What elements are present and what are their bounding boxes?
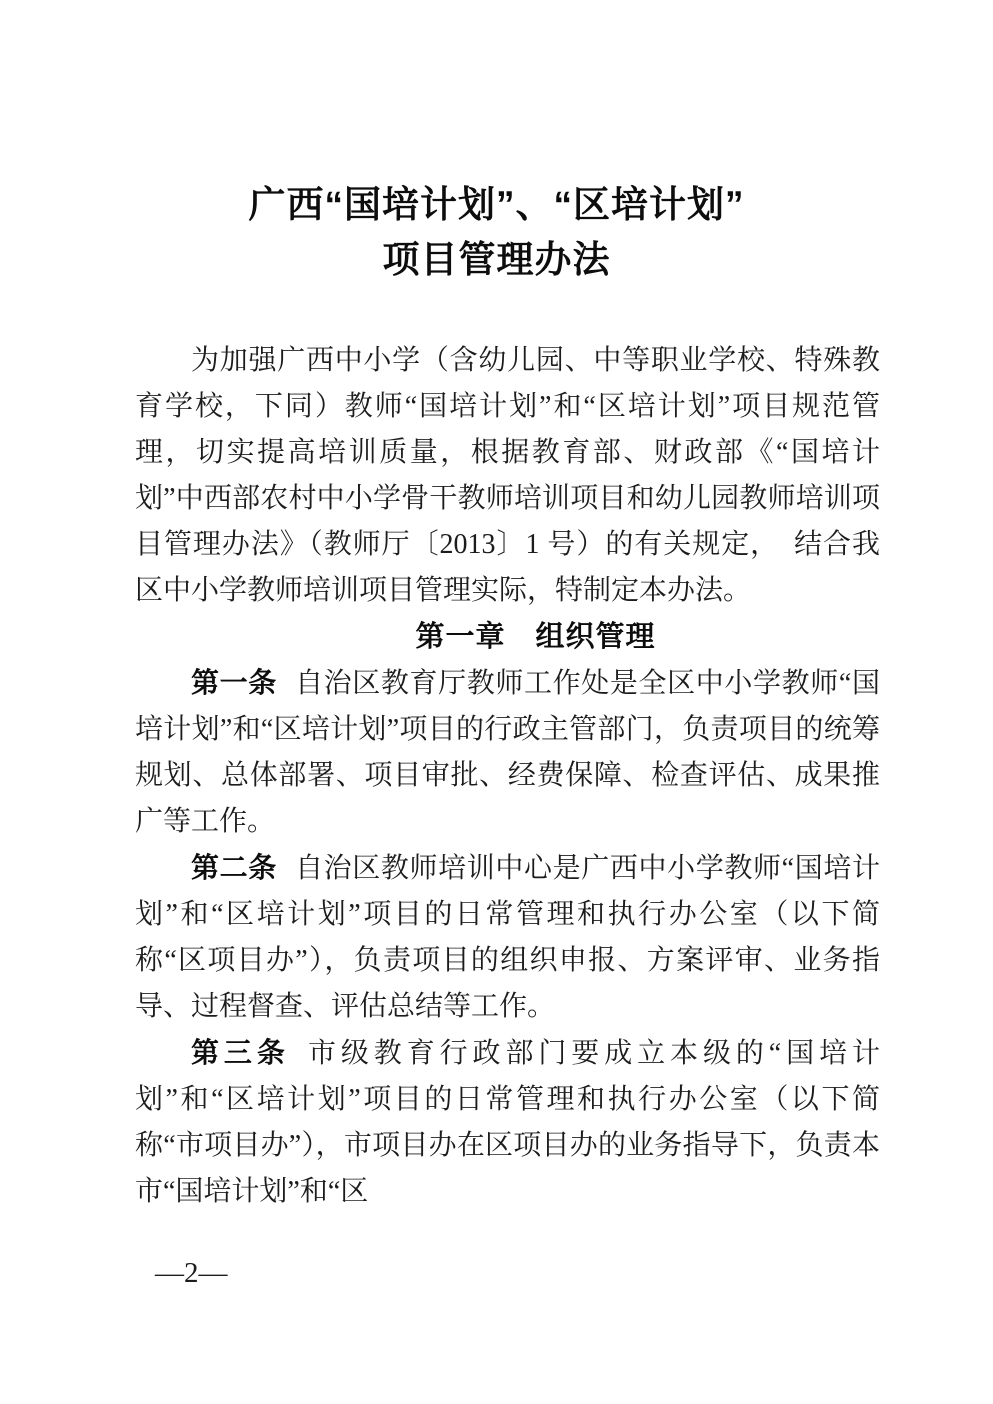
article-2-text: 自治区教师培训中心是广西中小学教师“国培计划”和“区培计划”项目的日常管理和执行办公室（以下简称“区项目办”），负责项目的组织申报、方案评审、业务指导、过程督查、评估总结等工作。 (135, 853, 880, 1022)
intro-paragraph: 为加强广西中小学（含幼儿园、中等职业学校、特殊教育学校，下同）教师“国培计划”和“区培计划”项目规范管理，切实提高培训质量，根据教育部、财政部《“国培计划”中西部农村中小学骨干教师培训项目和幼儿园教师培训项目管理办法》（教师厅〔2013〕1 号）的有关规定， 结合我区中小学教师培训项目管理实际，特制定本办法。 (135, 345, 880, 606)
chapter-heading: 第一章 组织管理 (415, 621, 656, 653)
article-2 (135, 845, 880, 1030)
article-1 (135, 660, 880, 845)
page-number: —2— (155, 1257, 228, 1289)
article-1-number: 第一条 (191, 667, 277, 698)
title-line-1: 广西“国培计划”、“区培计划” (248, 184, 745, 225)
article-3-text: 市级教育行政部门要成立本级的“国培计划”和“区培计划”项目的日常管理和执行办公室（以下简称“市项目办”），市项目办在区项目办的业务指导下，负责本市“国培计划”和“区 (135, 1038, 880, 1207)
article-3-number: 第三条 (191, 1037, 290, 1068)
document-title (124, 177, 869, 287)
article-1-text: 自治区教育厅教师工作处是全区中小学教师“国培计划”和“区培计划”项目的行政主管部门，负责项目的统筹规划、总体部署、项目审批、经费保障、检查评估、成果推广等工作。 (135, 668, 880, 837)
document-body (135, 338, 880, 1215)
article-3 (135, 1030, 880, 1215)
title-line-2: 项目管理办法 (382, 239, 611, 280)
article-2-number: 第二条 (191, 852, 277, 883)
